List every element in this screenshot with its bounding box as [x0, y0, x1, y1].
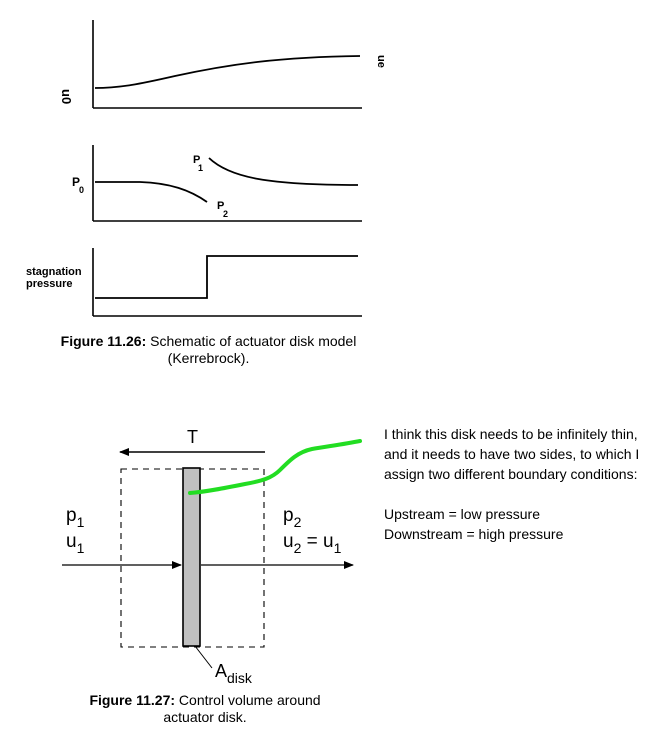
- disk-area-label: $A_{disk}$: [215, 661, 252, 686]
- u2-text-sub: 2: [293, 540, 302, 556]
- annotation-highlight-stroke: [190, 441, 360, 493]
- thrust-label: T: [187, 427, 198, 447]
- figure-11-27-text: Control volume around: [178, 692, 321, 708]
- figure-11-27-caption: [60, 692, 350, 726]
- disk-area-sub: disk: [227, 670, 252, 686]
- pressure-upstream-curve: [95, 182, 207, 202]
- u2-text: $u_2 = u_1$: [283, 531, 342, 556]
- u2-text-eq: = u: [301, 531, 334, 552]
- p0-label: P: [72, 175, 81, 189]
- figure-11-26-text: Schematic of actuator disk model: [150, 333, 357, 349]
- disk-leader-line: [195, 646, 212, 668]
- u2-text-eq-sub: 1: [333, 540, 342, 556]
- p2-text: $p_2$: [283, 505, 302, 530]
- velocity-panel: [59, 20, 387, 108]
- annotation-note: [384, 424, 654, 544]
- p2-subscript: 2: [223, 209, 229, 219]
- stagnation-step-curve: [95, 256, 358, 298]
- annotation-upstream: Upstream = low pressure: [384, 506, 541, 522]
- pressure-downstream-curve: [209, 158, 358, 185]
- stagnation-label-line2: pressure: [26, 278, 73, 290]
- p1-marker: P: [193, 154, 201, 166]
- figure-11-27-caption-line1: [60, 692, 350, 709]
- p0-subscript: 0: [79, 185, 85, 195]
- control-volume-diagram: [62, 427, 353, 686]
- annotation-downstream: Downstream = high pressure: [384, 526, 564, 542]
- velocity-curve: [95, 56, 360, 88]
- p2-text-sub: 2: [293, 514, 302, 530]
- stagnation-label-line1: stagnation: [26, 266, 82, 278]
- annotation-paragraph: I think this disk needs to be infinitely thin, and it needs to have two sides, to which I assign two different boundary conditions:: [384, 426, 640, 482]
- figure-11-26-caption-line1: [30, 333, 387, 350]
- p1-subscript: 1: [198, 163, 204, 173]
- figure-11-26-caption-line2: (Kerrebrock).: [167, 350, 250, 366]
- p1-text-sub: 1: [76, 514, 85, 530]
- u0-label: u0: [59, 89, 74, 105]
- pressure-panel: [72, 145, 362, 221]
- figure-11-26-number: Figure 11.26:: [60, 333, 147, 349]
- ue-label: ue: [375, 55, 387, 68]
- p2-marker: P: [217, 200, 225, 212]
- p1-text: $p_1$: [66, 505, 85, 530]
- u1-text-sub: 1: [76, 540, 85, 556]
- stagnation-panel: [26, 248, 362, 316]
- u1-text: $u_1$: [66, 531, 85, 556]
- annotation-spacer: [384, 484, 654, 504]
- figure-11-26-caption: [30, 333, 387, 367]
- figure-11-27-caption-line2: actuator disk.: [163, 709, 247, 725]
- figure-11-27-number: Figure 11.27:: [89, 692, 176, 708]
